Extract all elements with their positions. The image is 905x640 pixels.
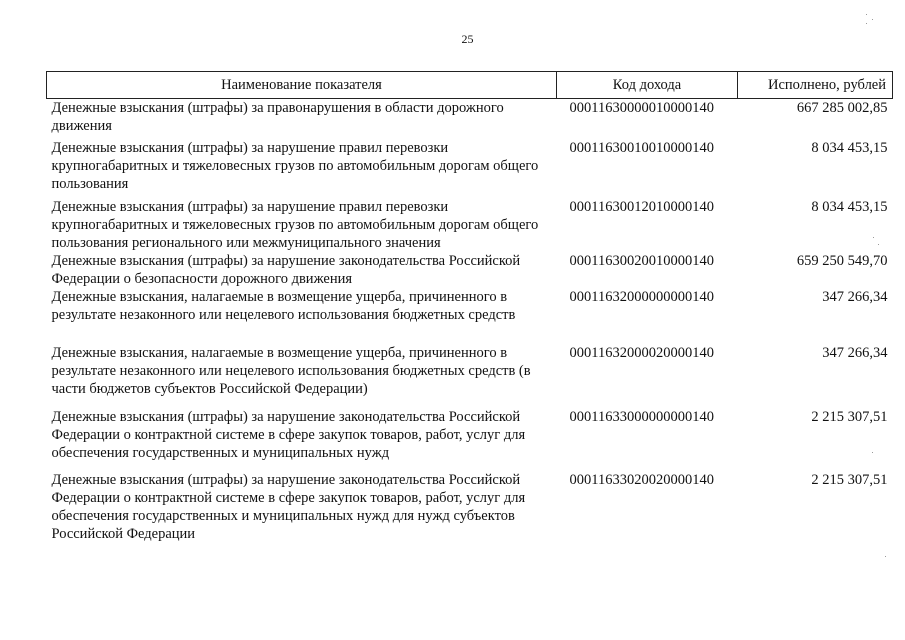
scan-speck xyxy=(866,23,867,24)
executed-amount: 347 266,34 xyxy=(822,344,888,361)
indicator-name: Денежные взыскания (штрафы) за нарушение законодательства Российской Федерации о безопасности дорожного движения xyxy=(51,252,521,287)
header-indicator-name: Наименование показателя xyxy=(47,72,557,99)
executed-amount: 8 034 453,15 xyxy=(811,198,888,215)
revenue-code: 00011632000000000140 xyxy=(569,288,714,305)
table-row xyxy=(47,408,893,471)
scan-speck xyxy=(866,14,867,15)
header-executed-amount: Исполнено, рублей xyxy=(738,72,893,99)
executed-amount: 8 034 453,15 xyxy=(811,139,888,156)
executed-amount: 659 250 549,70 xyxy=(796,252,888,269)
indicator-name: Денежные взыскания (штрафы) за нарушение законодательства Российской Федерации о контрактной системе в сфере закупок товаров, работ, услуг для обеспечения государственных и муниципальных нужд для нужд субъектов Российской Федерации xyxy=(51,471,526,542)
header-revenue-code: Код дохода xyxy=(557,72,738,99)
executed-amount: 2 215 307,51 xyxy=(811,408,888,425)
scan-speck xyxy=(872,19,873,20)
revenue-code: 00011630000010000140 xyxy=(569,100,714,116)
indicator-name: Денежные взыскания (штрафы) за нарушение правил перевозки крупногабаритных и тяжеловесных грузов по автомобильным дорогам общего пользования регионального или межмуниципального значения xyxy=(51,198,539,251)
scan-speck xyxy=(878,244,879,245)
indicator-name: Денежные взыскания (штрафы) за правонарушения в области дорожного движения xyxy=(51,100,504,134)
page-number: 25 xyxy=(461,32,474,46)
table-row xyxy=(47,471,893,543)
executed-amount: 2 215 307,51 xyxy=(811,471,888,488)
table-row xyxy=(47,252,893,288)
table-row xyxy=(47,344,893,408)
revenue-table xyxy=(46,71,893,543)
indicator-name: Денежные взыскания, налагаемые в возмещение ущерба, причиненного в результате незаконного или нецелевого использования бюджетных средств xyxy=(51,288,516,323)
indicator-name: Денежные взыскания (штрафы) за нарушение законодательства Российской Федерации о контрактной системе в сфере закупок товаров, работ, услуг для обеспечения государственных и муниципальных нужд xyxy=(51,408,526,461)
executed-amount: 347 266,34 xyxy=(822,288,888,305)
revenue-code: 00011632000020000140 xyxy=(569,344,714,361)
executed-amount: 667 285 002,85 xyxy=(796,100,888,116)
table-row xyxy=(47,139,893,198)
revenue-code: 00011630012010000140 xyxy=(569,198,714,215)
table-body xyxy=(47,99,893,543)
table-row xyxy=(47,288,893,344)
scan-speck xyxy=(873,237,874,238)
indicator-name: Денежные взыскания, налагаемые в возмещение ущерба, причиненного в результате незаконного или нецелевого использования бюджетных средств (в части бюджетов субъектов Российской Федерации) xyxy=(51,344,531,397)
table-row xyxy=(47,198,893,252)
table-header xyxy=(47,72,893,99)
revenue-code: 00011633020020000140 xyxy=(569,471,714,488)
scan-speck xyxy=(885,556,886,557)
table-row xyxy=(47,99,893,139)
header-row xyxy=(47,72,893,99)
indicator-name: Денежные взыскания (штрафы) за нарушение правил перевозки крупногабаритных и тяжеловесных грузов по автомобильным дорогам общего пользования xyxy=(51,139,539,192)
revenue-code: 00011630010010000140 xyxy=(569,139,714,156)
scan-speck xyxy=(872,452,873,453)
revenue-code: 00011633000000000140 xyxy=(569,408,714,425)
revenue-code: 00011630020010000140 xyxy=(569,252,714,269)
